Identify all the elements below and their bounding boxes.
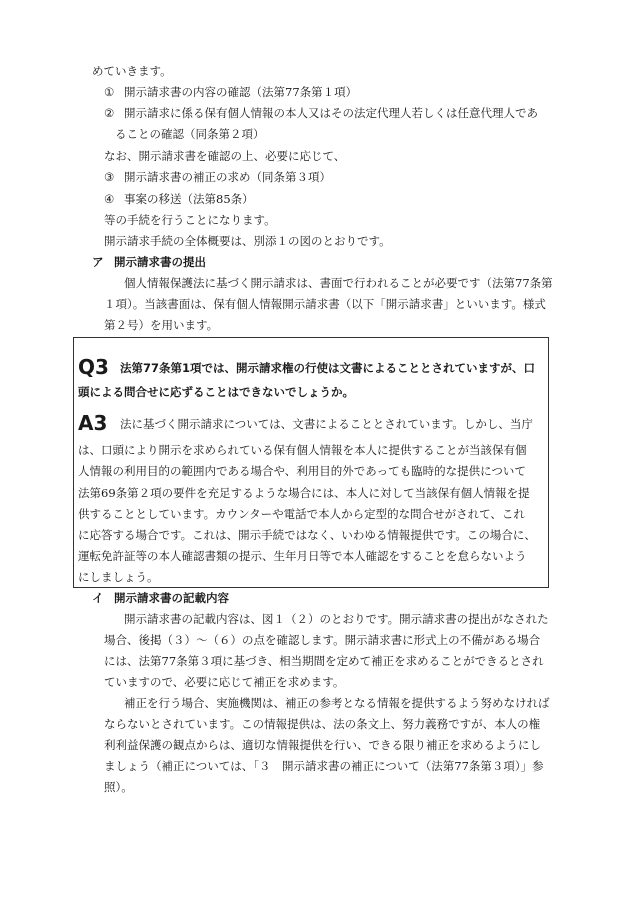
- list-item-text: 開示請求に係る保有個人情報の本人又はその法定代理人若しくは任意代理人であ: [124, 106, 538, 120]
- list-number: ①: [104, 85, 115, 99]
- paragraph-line: 利利益保護の観点からは、適切な情報提供を行い、できる限り補正を求めるようにし: [104, 738, 541, 752]
- question-text: 頭による問合せに応ずることはできないでしょうか。: [78, 385, 354, 399]
- section-marker: ア: [92, 255, 104, 269]
- answer-text: に応答する場合です。これは、開示手続ではなく、いわゆる情報提供です。この場合に、: [78, 528, 536, 542]
- paragraph-line: 開示請求書の記載内容は、図１（２）のとおりです。開示請求書の提出がなされた: [124, 612, 549, 626]
- intro-line: めていきます。: [92, 64, 172, 78]
- answer-text: 供することとしています。カウンターや電話で本人から定型的な問合せがされて、これ: [78, 507, 525, 521]
- answer-text: 法に基づく開示請求については、文書によることとされています。しかし、当庁: [120, 417, 533, 431]
- section-marker: イ: [92, 591, 104, 605]
- paragraph-line: 個人情報保護法に基づく開示請求は、書面で行われることが必要です（法第77条第: [124, 276, 553, 290]
- paragraph-line: には、法第77条第３項に基づき、相当期間を定めて補正を求めることができるとされ: [104, 654, 544, 668]
- paragraph-line: 照）。: [104, 780, 133, 794]
- section-heading: 開示請求書の提出: [114, 255, 206, 269]
- answer-text: 法第69条第２項の要件を充足するような場合には、本人に対して当該保有個人情報を提: [78, 486, 530, 500]
- paragraph-line: ましょう（補正については、「３ 開示請求書の補正について（法第77条第３項）」参: [104, 759, 544, 773]
- answer-label: A3: [78, 411, 108, 435]
- paragraph-line: ていますので、必要に応じて補正を求めます。: [104, 675, 345, 689]
- paragraph-line: 補正を行う場合、実施機関は、補正の参考となる情報を提供するよう努めなければ: [124, 696, 550, 710]
- paragraph-line: 場合、後掲（３）～（６）の点を確認します。開示請求書に形式上の不備がある場合: [104, 633, 541, 647]
- list-item-text: 事案の移送（法第85条）: [124, 192, 254, 206]
- section-heading: 開示請求書の記載内容: [114, 591, 229, 605]
- question-text: 法第77条第1項では、開示請求権の行使は文書によることとされていますが、口: [120, 361, 536, 375]
- list-item-text-continued: ることの確認（同条第２項）: [115, 127, 265, 141]
- paragraph-line: ならないとされています。この情報提供は、法の条文上、努力義務ですが、本人の権: [104, 717, 541, 731]
- paragraph-line: 開示請求手続の全体概要は、別添１の図のとおりです。: [104, 234, 391, 248]
- list-number: ③: [104, 170, 115, 184]
- answer-text: は、口頭により開示を求められている保有個人情報を本人に提供することが当該保有個: [78, 443, 527, 457]
- paragraph-line: 第２号）を用います。: [104, 318, 219, 332]
- list-item-text: 開示請求書の補正の求め（同条第３項）: [124, 170, 331, 184]
- answer-text: 運転免許証等の本人確認書類の提示、生年月日等で本人確認をすることを怠らないよう: [78, 549, 527, 563]
- question-label: Q3: [78, 355, 109, 379]
- list-number: ④: [104, 192, 115, 206]
- list-number: ②: [104, 106, 115, 120]
- note-text: なお、開示請求書を確認の上、必要に応じて、: [104, 149, 346, 163]
- answer-text: 人情報の利用目的の範囲内である場合や、利用目的外であっても臨時的な提供について: [78, 464, 526, 478]
- answer-text: にしましょう。: [78, 570, 159, 584]
- paragraph-line: １項）。当該書面は、保有個人情報開示請求書（以下「開示請求書」といいます。様式: [104, 297, 546, 311]
- list-item-text: 開示請求書の内容の確認（法第77条第１項）: [124, 85, 358, 99]
- paragraph-line: 等の手続を行うことになります。: [104, 213, 276, 227]
